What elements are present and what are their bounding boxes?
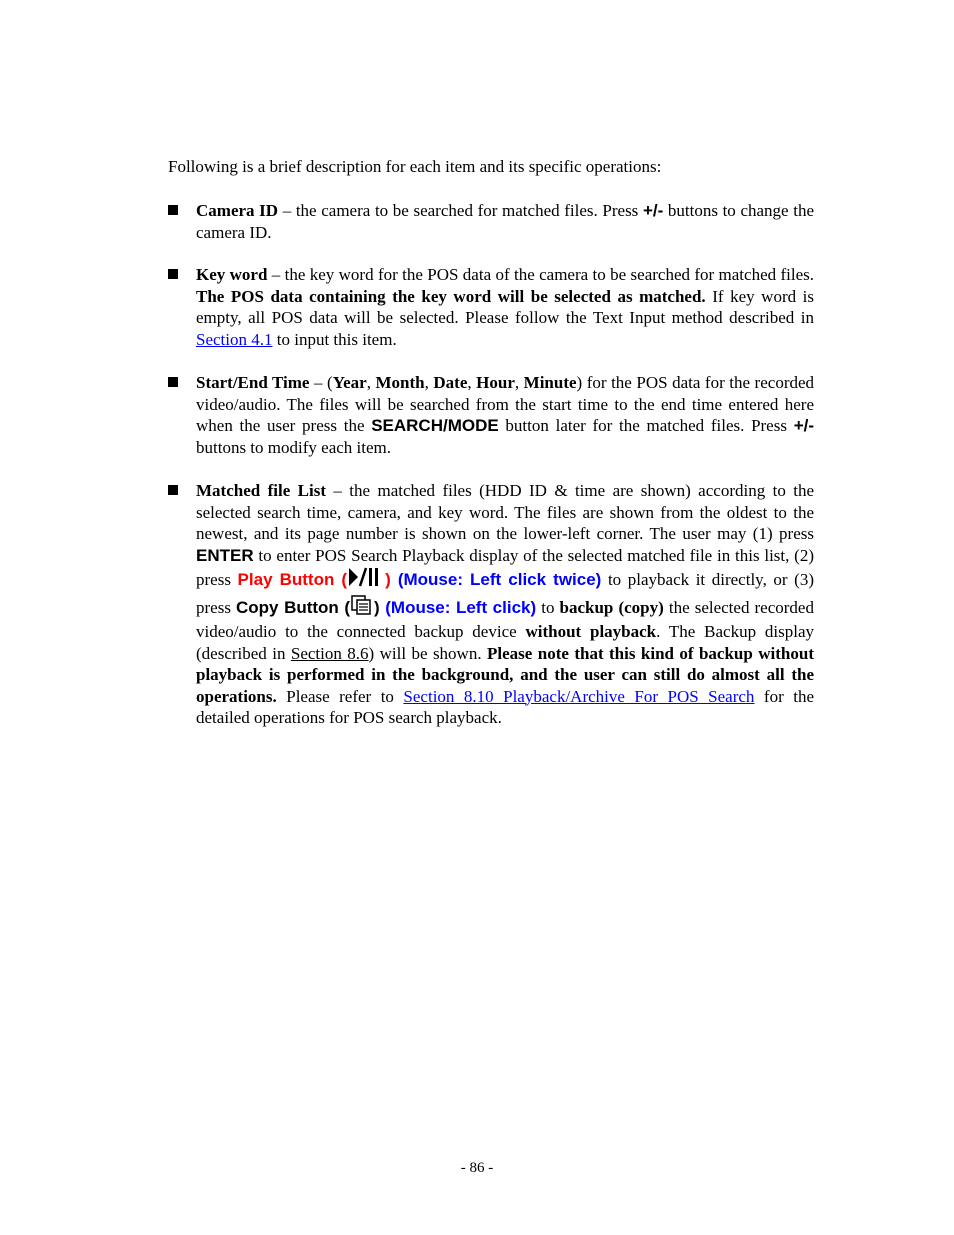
field-month: Month: [375, 373, 425, 392]
mouse-hint: (Mouse: Left click): [379, 597, 537, 617]
item-text: [196, 480, 814, 729]
body-text: to: [536, 597, 560, 617]
body-text: button later for the matched files. Press: [498, 416, 794, 435]
bold-text: without playback: [525, 622, 657, 641]
body-text: If key word is empty, all POS data will be selected. Please follow the Text Input method described in: [196, 286, 814, 327]
list-item-key-word: [168, 264, 814, 350]
body-text: – (: [309, 373, 333, 392]
item-text: [196, 264, 814, 350]
item-text: [196, 200, 814, 243]
button-name: ENTER: [196, 545, 254, 565]
bullet-square: [168, 485, 178, 495]
list-item-matched-file-list: [168, 480, 814, 729]
list-item-start-end-time: [168, 372, 814, 458]
body-text: buttons to modify each item.: [196, 437, 391, 457]
body-text: ) will be shown.: [368, 643, 488, 663]
body-text: ) for the POS data for the recorded video/audio. The files will be searched from the start time to the end time entered here when the user press the: [196, 373, 815, 435]
bold-text: backup (copy): [559, 597, 664, 617]
section-8-10-link[interactable]: Section 8.10 Playback/Archive For POS Search: [403, 686, 755, 706]
bullet-square: [168, 269, 178, 279]
play-pause-icon: [347, 566, 385, 594]
separator: ,: [467, 373, 477, 392]
field-minute: Minute: [523, 373, 577, 392]
body-text: – the camera to be searched for matched files. Press: [278, 201, 643, 220]
bullet-square: [168, 205, 178, 215]
list-item-camera-id: [168, 200, 814, 243]
copy-button-label: ): [374, 597, 380, 617]
body-text: – the key word for the POS data of the camera to be searched for matched files.: [267, 265, 814, 284]
button-name: SEARCH/MODE: [371, 416, 499, 435]
body-text: . The Backup display (described in: [196, 622, 814, 663]
separator: ,: [514, 373, 524, 392]
bold-text: The POS data containing the key word will be selected as matched.: [196, 286, 706, 306]
body-text: to playback it directly, or (3) press: [196, 570, 814, 617]
intro-paragraph: Following is a brief description for each item and its specific operations:: [168, 157, 662, 176]
separator: ,: [424, 373, 434, 392]
button-name: +/-: [793, 416, 814, 435]
body-text: to enter POS Search Playback display of the selected matched file in this list, (2) press: [196, 545, 814, 589]
button-name: +/-: [642, 201, 664, 220]
field-date: Date: [433, 373, 468, 392]
mouse-hint: (Mouse: Left click twice): [390, 570, 602, 589]
body-text: to input this item.: [272, 329, 397, 349]
term: Camera ID: [196, 201, 279, 220]
item-text: [196, 372, 814, 458]
section-4-1-link[interactable]: Section 4.1: [196, 329, 273, 349]
copy-button-label: Copy Button (: [236, 597, 351, 617]
play-button-label: Play Button (: [237, 570, 348, 589]
copy-icon: [350, 594, 374, 622]
body-text: buttons to change the camera ID.: [196, 201, 814, 242]
body-text: the selected recorded video/audio to the connected backup device: [196, 597, 814, 641]
term: Key word: [196, 265, 268, 284]
body-text: – the matched files (HDD ID & time are shown) according to the selected search time, camera, and key word. The files are shown from the oldest to the newest, and its page number is shown on the lower-left corner. The user may (1) press: [196, 481, 814, 543]
field-year: Year: [332, 373, 367, 392]
term: Matched file List: [196, 481, 326, 500]
page-number: - 86 -: [460, 1160, 494, 1176]
term: Start/End Time: [196, 373, 310, 392]
body-text: Please refer to: [276, 686, 404, 706]
bold-note: Please note that this kind of backup without playback is performed in the background, and the user can still do almost all the operations.: [196, 643, 814, 706]
field-hour: Hour: [476, 373, 515, 392]
play-button-label: ): [385, 570, 391, 589]
separator: ,: [366, 373, 376, 392]
body-text: for the detailed operations for POS search playback.: [196, 686, 814, 727]
section-8-6-reference: Section 8.6: [290, 643, 369, 663]
bullet-square: [168, 377, 178, 387]
